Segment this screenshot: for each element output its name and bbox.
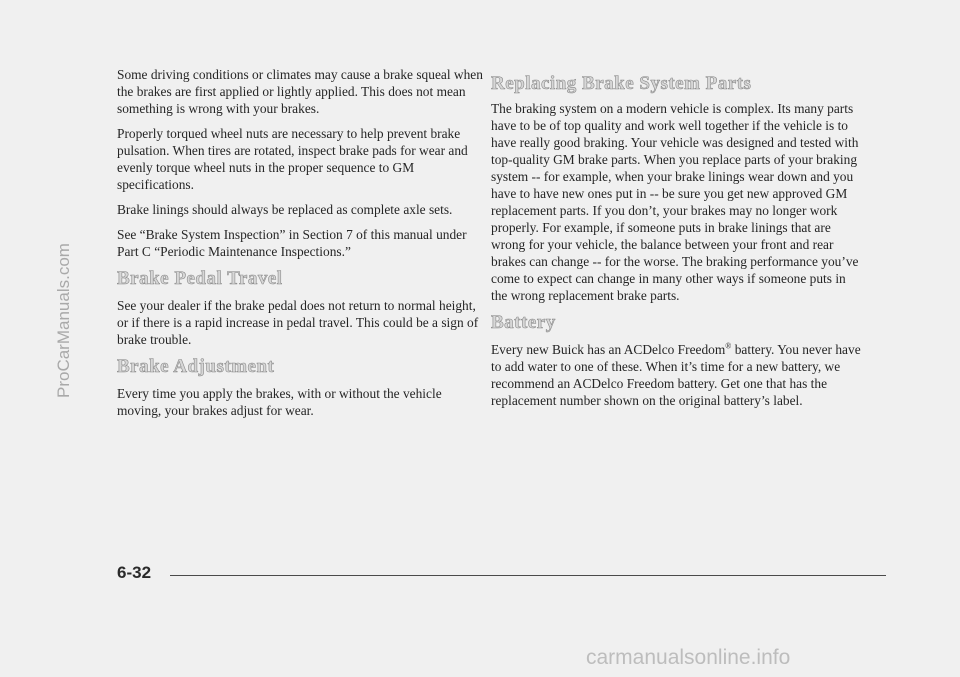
inspection-reference-paragraph: See “Brake System Inspection” in Section 7 of this manual under Part C “Periodic Maintenance Inspections.”	[117, 227, 467, 259]
bottom-watermark: carmanualsonline.info	[586, 646, 791, 669]
brake-adjustment-paragraph: Every time you apply the brakes, with or without the vehicle moving, your brakes adjust for wear.	[117, 386, 442, 418]
braking-system-paragraph: The braking system on a modern vehicle is complex. Its many parts have to be of top quality and work well together if the vehicle is to have really good braking. Your vehicle was designed and tested with top-quality GM brake parts. When you replace parts of your braking system -- for example, when your brake linings wear down and you have to have new ones put in -- be sure you get new approved GM replacement parts. If you don’t, your brakes may no longer work properly. For example, if someone puts in brake linings that are wrong for your vehicle, the balance between your front and rear brakes can change -- for the worse. The braking performance you’ve come to expect can change in many other ways if someone puts in the wrong replacement brake parts.	[491, 101, 859, 303]
brake-squeal-paragraph: Some driving conditions or climates may cause a brake squeal when the brakes are first applied or lightly applied. This does not mean something is wrong with your brakes.	[117, 67, 483, 116]
battery-heading: Battery	[491, 312, 556, 333]
page-number: 6-32	[117, 563, 152, 582]
side-watermark: ProCarManuals.com	[54, 243, 73, 398]
brake-adjustment-heading: Brake Adjustment	[117, 356, 275, 377]
replacing-parts-heading: Replacing Brake System Parts	[491, 73, 752, 94]
battery-text-start: Every new Buick has an ACDelco Freedom	[491, 342, 726, 357]
pedal-travel-paragraph: See your dealer if the brake pedal does not return to normal height, or if there is a rapid increase in pedal travel. This could be a sign of brake trouble.	[117, 298, 479, 347]
registered-mark: ®	[725, 341, 732, 351]
wheel-nuts-paragraph: Properly torqued wheel nuts are necessary to help prevent brake pulsation. When tires are rotated, inspect brake pads for wear and evenly torque wheel nuts in the proper sequence to GM specifications.	[117, 126, 468, 192]
left-column	[117, 66, 489, 427]
footer-rule	[170, 575, 886, 576]
battery-text-rest: battery. You never have to add water to one of these. When it’s time for a new battery, we recommend an ACDelco Freedom battery. Get one that has the replacement number shown on the original battery’s label.	[491, 342, 861, 408]
brake-pedal-travel-heading: Brake Pedal Travel	[117, 268, 283, 289]
right-column	[491, 100, 863, 417]
battery-paragraph	[491, 341, 863, 409]
brake-linings-paragraph: Brake linings should always be replaced as complete axle sets.	[117, 202, 453, 217]
